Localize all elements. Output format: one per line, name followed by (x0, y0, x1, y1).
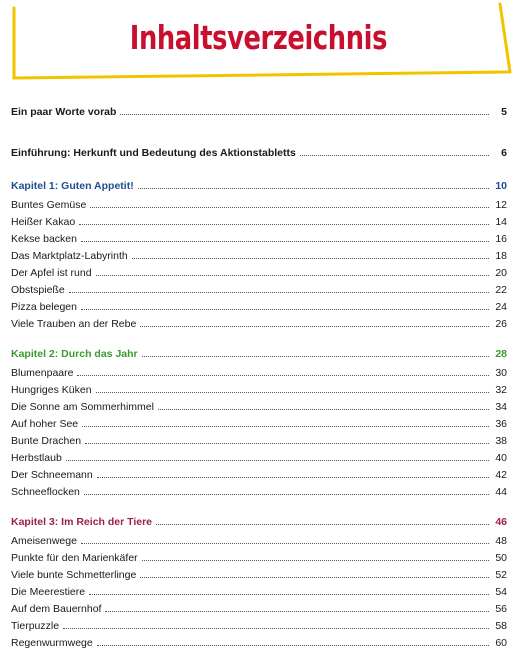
dot-leader (120, 114, 489, 115)
toc-entry-label: Hungriges Küken (11, 384, 92, 396)
toc-entry-page: 26 (495, 318, 507, 330)
toc-entry[interactable] (11, 399, 507, 416)
toc-entry-label: Der Schneemann (11, 469, 93, 481)
toc-entry-label: Viele Trauben an der Rebe (11, 318, 137, 330)
dot-leader (66, 460, 489, 461)
toc-entry-page: 44 (495, 486, 507, 498)
chapter-label: Kapitel 1: Guten Appetit! (11, 180, 134, 192)
chapter-label: Kapitel 3: Im Reich der Tiere (11, 516, 153, 528)
toc-entry-label: Blumenpaare (11, 367, 74, 379)
toc-entry[interactable] (11, 484, 507, 501)
dot-leader (132, 258, 489, 259)
dot-leader (140, 577, 489, 578)
toc-entry[interactable] (11, 282, 507, 299)
dot-leader (97, 477, 489, 478)
toc-entry-label: Tierpuzzle (11, 620, 60, 632)
toc-entry-label: Heißer Kakao (11, 216, 76, 228)
toc-entry-label: Die Sonne am Sommerhimmel (11, 401, 154, 413)
toc-entry-label: Der Apfel ist rund (11, 267, 92, 279)
dot-leader (97, 645, 489, 646)
dot-leader (96, 392, 489, 393)
dot-leader (158, 409, 489, 410)
toc-entry[interactable] (11, 316, 507, 333)
toc-entry-page: 60 (495, 637, 507, 649)
dot-leader (105, 611, 489, 612)
toc-entry-page: 30 (495, 367, 507, 379)
toc-entry-page: 54 (495, 586, 507, 598)
dot-leader (63, 628, 489, 629)
toc-entry-label: Auf hoher See (11, 418, 79, 430)
toc-entry[interactable] (11, 467, 507, 484)
toc-entry[interactable] (11, 450, 507, 467)
dot-leader (142, 560, 489, 561)
toc-entry-page: 48 (495, 535, 507, 547)
toc-entry-page: 56 (495, 603, 507, 615)
table-of-contents (11, 104, 507, 652)
toc-entry-page: 32 (495, 384, 507, 396)
toc-entry-page: 20 (495, 267, 507, 279)
toc-entry-page: 36 (495, 418, 507, 430)
toc-entry[interactable] (11, 635, 507, 652)
dot-leader (81, 543, 489, 544)
toc-entry-intro-0[interactable] (11, 104, 507, 121)
toc-entry[interactable] (11, 416, 507, 433)
dot-leader (84, 494, 489, 495)
toc-entry-page: 50 (495, 552, 507, 564)
chapter-label: Kapitel 2: Durch das Jahr (11, 348, 138, 360)
toc-entry-label: Viele bunte Schmetterlinge (11, 569, 137, 581)
toc-entry[interactable] (11, 214, 507, 231)
toc-entry[interactable] (11, 248, 507, 265)
toc-entry-page: 34 (495, 401, 507, 413)
dot-leader (81, 309, 489, 310)
dot-leader (89, 594, 489, 595)
toc-entry-label: Pizza belegen (11, 301, 77, 313)
toc-entry-page: 40 (495, 452, 507, 464)
toc-entry-page: 58 (495, 620, 507, 632)
toc-entry[interactable] (11, 433, 507, 450)
chapter-1-heading[interactable] (11, 178, 507, 195)
toc-entry-intro-1[interactable] (11, 145, 507, 162)
chapter-page: 28 (495, 348, 507, 360)
dot-leader (81, 241, 489, 242)
toc-entry[interactable] (11, 265, 507, 282)
dot-leader (82, 426, 489, 427)
toc-entry-page: 12 (495, 199, 507, 211)
toc-entry[interactable] (11, 618, 507, 635)
toc-entry[interactable] (11, 299, 507, 316)
toc-entry-page: 16 (495, 233, 507, 245)
toc-entry-page: 18 (495, 250, 507, 262)
toc-entry[interactable] (11, 601, 507, 618)
chapter-page: 46 (495, 516, 507, 528)
dot-leader (96, 275, 489, 276)
dot-leader (156, 524, 489, 525)
toc-entry-page: 14 (495, 216, 507, 228)
toc-entry-page: 5 (501, 106, 507, 118)
dot-leader (79, 224, 489, 225)
dot-leader (85, 443, 489, 444)
toc-entry-label: Auf dem Bauernhof (11, 603, 102, 615)
toc-entry-label: Punkte für den Marienkäfer (11, 552, 138, 564)
dot-leader (69, 292, 489, 293)
dot-leader (90, 207, 489, 208)
dot-leader (142, 356, 489, 357)
toc-entry-page: 42 (495, 469, 507, 481)
toc-entry-label: Das Marktplatz-Labyrinth (11, 250, 128, 262)
dot-leader (77, 375, 489, 376)
toc-entry[interactable] (11, 197, 507, 214)
dot-leader (300, 155, 489, 156)
toc-entry[interactable] (11, 550, 507, 567)
toc-entry[interactable] (11, 382, 507, 399)
toc-entry-label: Herbstlaub (11, 452, 62, 464)
toc-entry-label: Die Meerestiere (11, 586, 86, 598)
chapter-2-heading[interactable] (11, 346, 507, 363)
toc-entry-label: Obstspieße (11, 284, 65, 296)
toc-entry-label: Einführung: Herkunft und Bedeutung des Aktionstabletts (11, 147, 296, 159)
chapter-page: 10 (495, 180, 507, 192)
toc-entry-label: Schneeflocken (11, 486, 80, 498)
toc-entry[interactable] (11, 231, 507, 248)
toc-entry[interactable] (11, 533, 507, 550)
toc-entry-page: 52 (495, 569, 507, 581)
dot-leader (138, 188, 489, 189)
toc-entry-page: 24 (495, 301, 507, 313)
toc-entry-page: 38 (495, 435, 507, 447)
chapter-3-heading[interactable] (11, 514, 507, 531)
toc-entry-label: Buntes Gemüse (11, 199, 87, 211)
toc-entry[interactable] (11, 567, 507, 584)
title-frame (0, 0, 517, 90)
toc-entry-page: 6 (501, 147, 507, 159)
dot-leader (140, 326, 489, 327)
toc-entry-label: Regenwurmwege (11, 637, 93, 649)
toc-entry-label: Kekse backen (11, 233, 77, 245)
toc-entry-label: Ameisenwege (11, 535, 77, 547)
toc-entry[interactable] (11, 365, 507, 382)
toc-entry[interactable] (11, 584, 507, 601)
toc-entry-label: Bunte Drachen (11, 435, 82, 447)
page-title: Inhaltsverzeichnis (129, 18, 388, 57)
toc-entry-page: 22 (495, 284, 507, 296)
toc-entry-label: Ein paar Worte vorab (11, 106, 117, 118)
